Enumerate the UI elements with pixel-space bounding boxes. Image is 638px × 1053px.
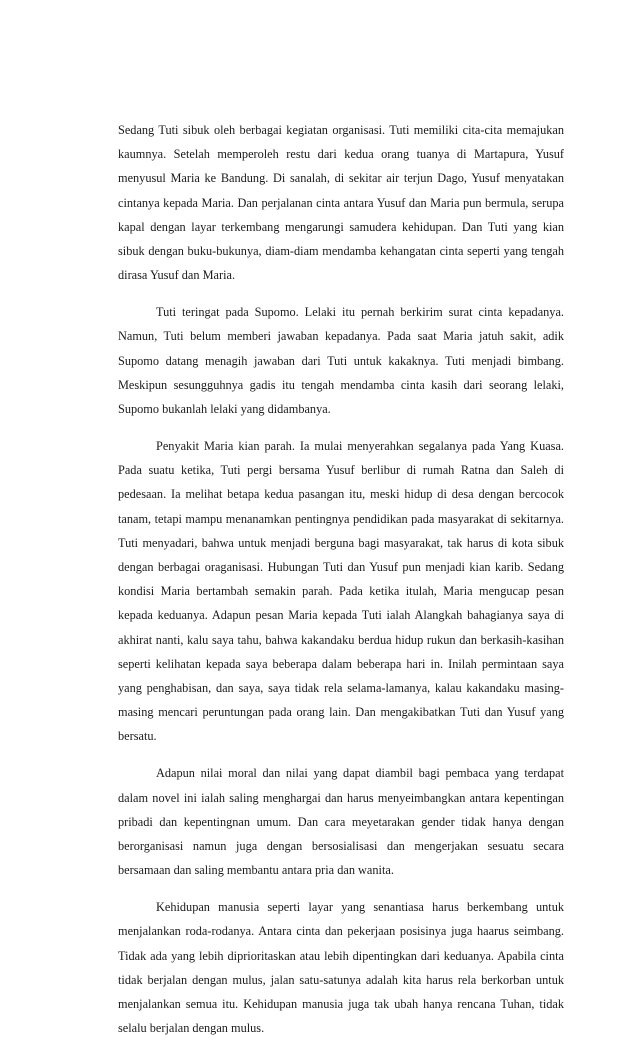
paragraph-1: Sedang Tuti sibuk oleh berbagai kegiatan organisasi. Tuti memiliki cita-cita memajukan kaumnya. Setelah memperoleh restu dari kedua orang tuanya di Martapura, Yusuf menyusul Maria ke Bandung. Di sanalah, di sekitar air terjun Dago, Yusuf menyatakan cintanya kepada Maria. Dan perjalanan cinta antara Yusuf dan Maria pun bermula, serupa kapal dengan layar terkembang mengarungi samudera kehidupan. Dan Tuti yang kian sibuk dengan buku-bukunya, diam-diam mendamba kehangatan cinta seperti yang tengah dirasa Yusuf dan Maria. [118,123,564,283]
paragraph-2: Tuti teringat pada Supomo. Lelaki itu pernah berkirim surat cinta kepadanya. Namun, Tuti belum memberi jawaban kepadanya. Pada saat Maria jatuh sakit, adik Supomo datang menagih jawaban dari Tuti untuk kakaknya. Tuti menjadi bimbang. Meskipun sesungguhnya gadis itu tengah mendamba cinta kasih dari seorang lelaki, Supomo bukanlah lelaki yang didambanya. [118,305,564,417]
document-page [118,118,564,1053]
paragraph-4: Adapun nilai moral dan nilai yang dapat diambil bagi pembaca yang terdapat dalam novel ini ialah saling menghargai dan harus menyeimbangkan antara kepentingan pribadi dan kepentingnan umum. Dan cara meyetarakan gender tidak hanya dengan berorganisasi namun juga dengan bersosialisasi dan mengerjakan sesuatu secara bersamaan dan saling membantu antara pria dan wanita. [118,766,564,878]
paragraph-5: Kehidupan manusia seperti layar yang senantiasa harus berkembang untuk menjalankan roda-rodanya. Antara cinta dan pekerjaan posisinya juga haarus seimbang. Tidak ada yang lebih diprioritaskan atau lebih dipentingkan dari keduanya. Apabila cinta tidak berjalan dengan mulus, jalan satu-satunya adalah kita harus rela berkorban untuk menjalankan semua itu. Kehidupan manusia juga tak ubah hanya rencana Tuhan, tidak selalu berjalan dengan mulus. [118,900,564,1036]
paragraph-3: Penyakit Maria kian parah. Ia mulai menyerahkan segalanya pada Yang Kuasa. Pada suatu ketika, Tuti pergi bersama Yusuf berlibur di rumah Ratna dan Saleh di pedesaan. Ia melihat betapa kedua pasangan itu, meski hidup di desa dengan bercocok tanam, tetapi mampu menanamkan pentingnya pendidikan pada masyarakat di sekitarnya. Tuti menyadari, bahwa untuk menjadi berguna bagi masyarakat, tak harus di kota sibuk dengan berbagai oraganisasi. Hubungan Tuti dan Yusuf pun menjadi kian karib. Sedang kondisi Maria bertambah semakin parah. Pada ketika itulah, Maria mengucap pesan kepada keduanya. Adapun pesan Maria kepada Tuti ialah Alangkah bahagianya saya di akhirat nanti, kalu saya tahu, bahwa kakandaku berdua hidup rukun dan berkasih-kasihan seperti kelihatan kepada saya beberapa dalam beberapa hari in. Inilah permintaan saya yang penghabisan, dan saya, saya tidak rela selama-lamanya, kalau kakandaku masing-masing mencari peruntungan pada orang lain. Dan mengakibatkan Tuti dan Yusuf yang bersatu. [118,439,564,744]
